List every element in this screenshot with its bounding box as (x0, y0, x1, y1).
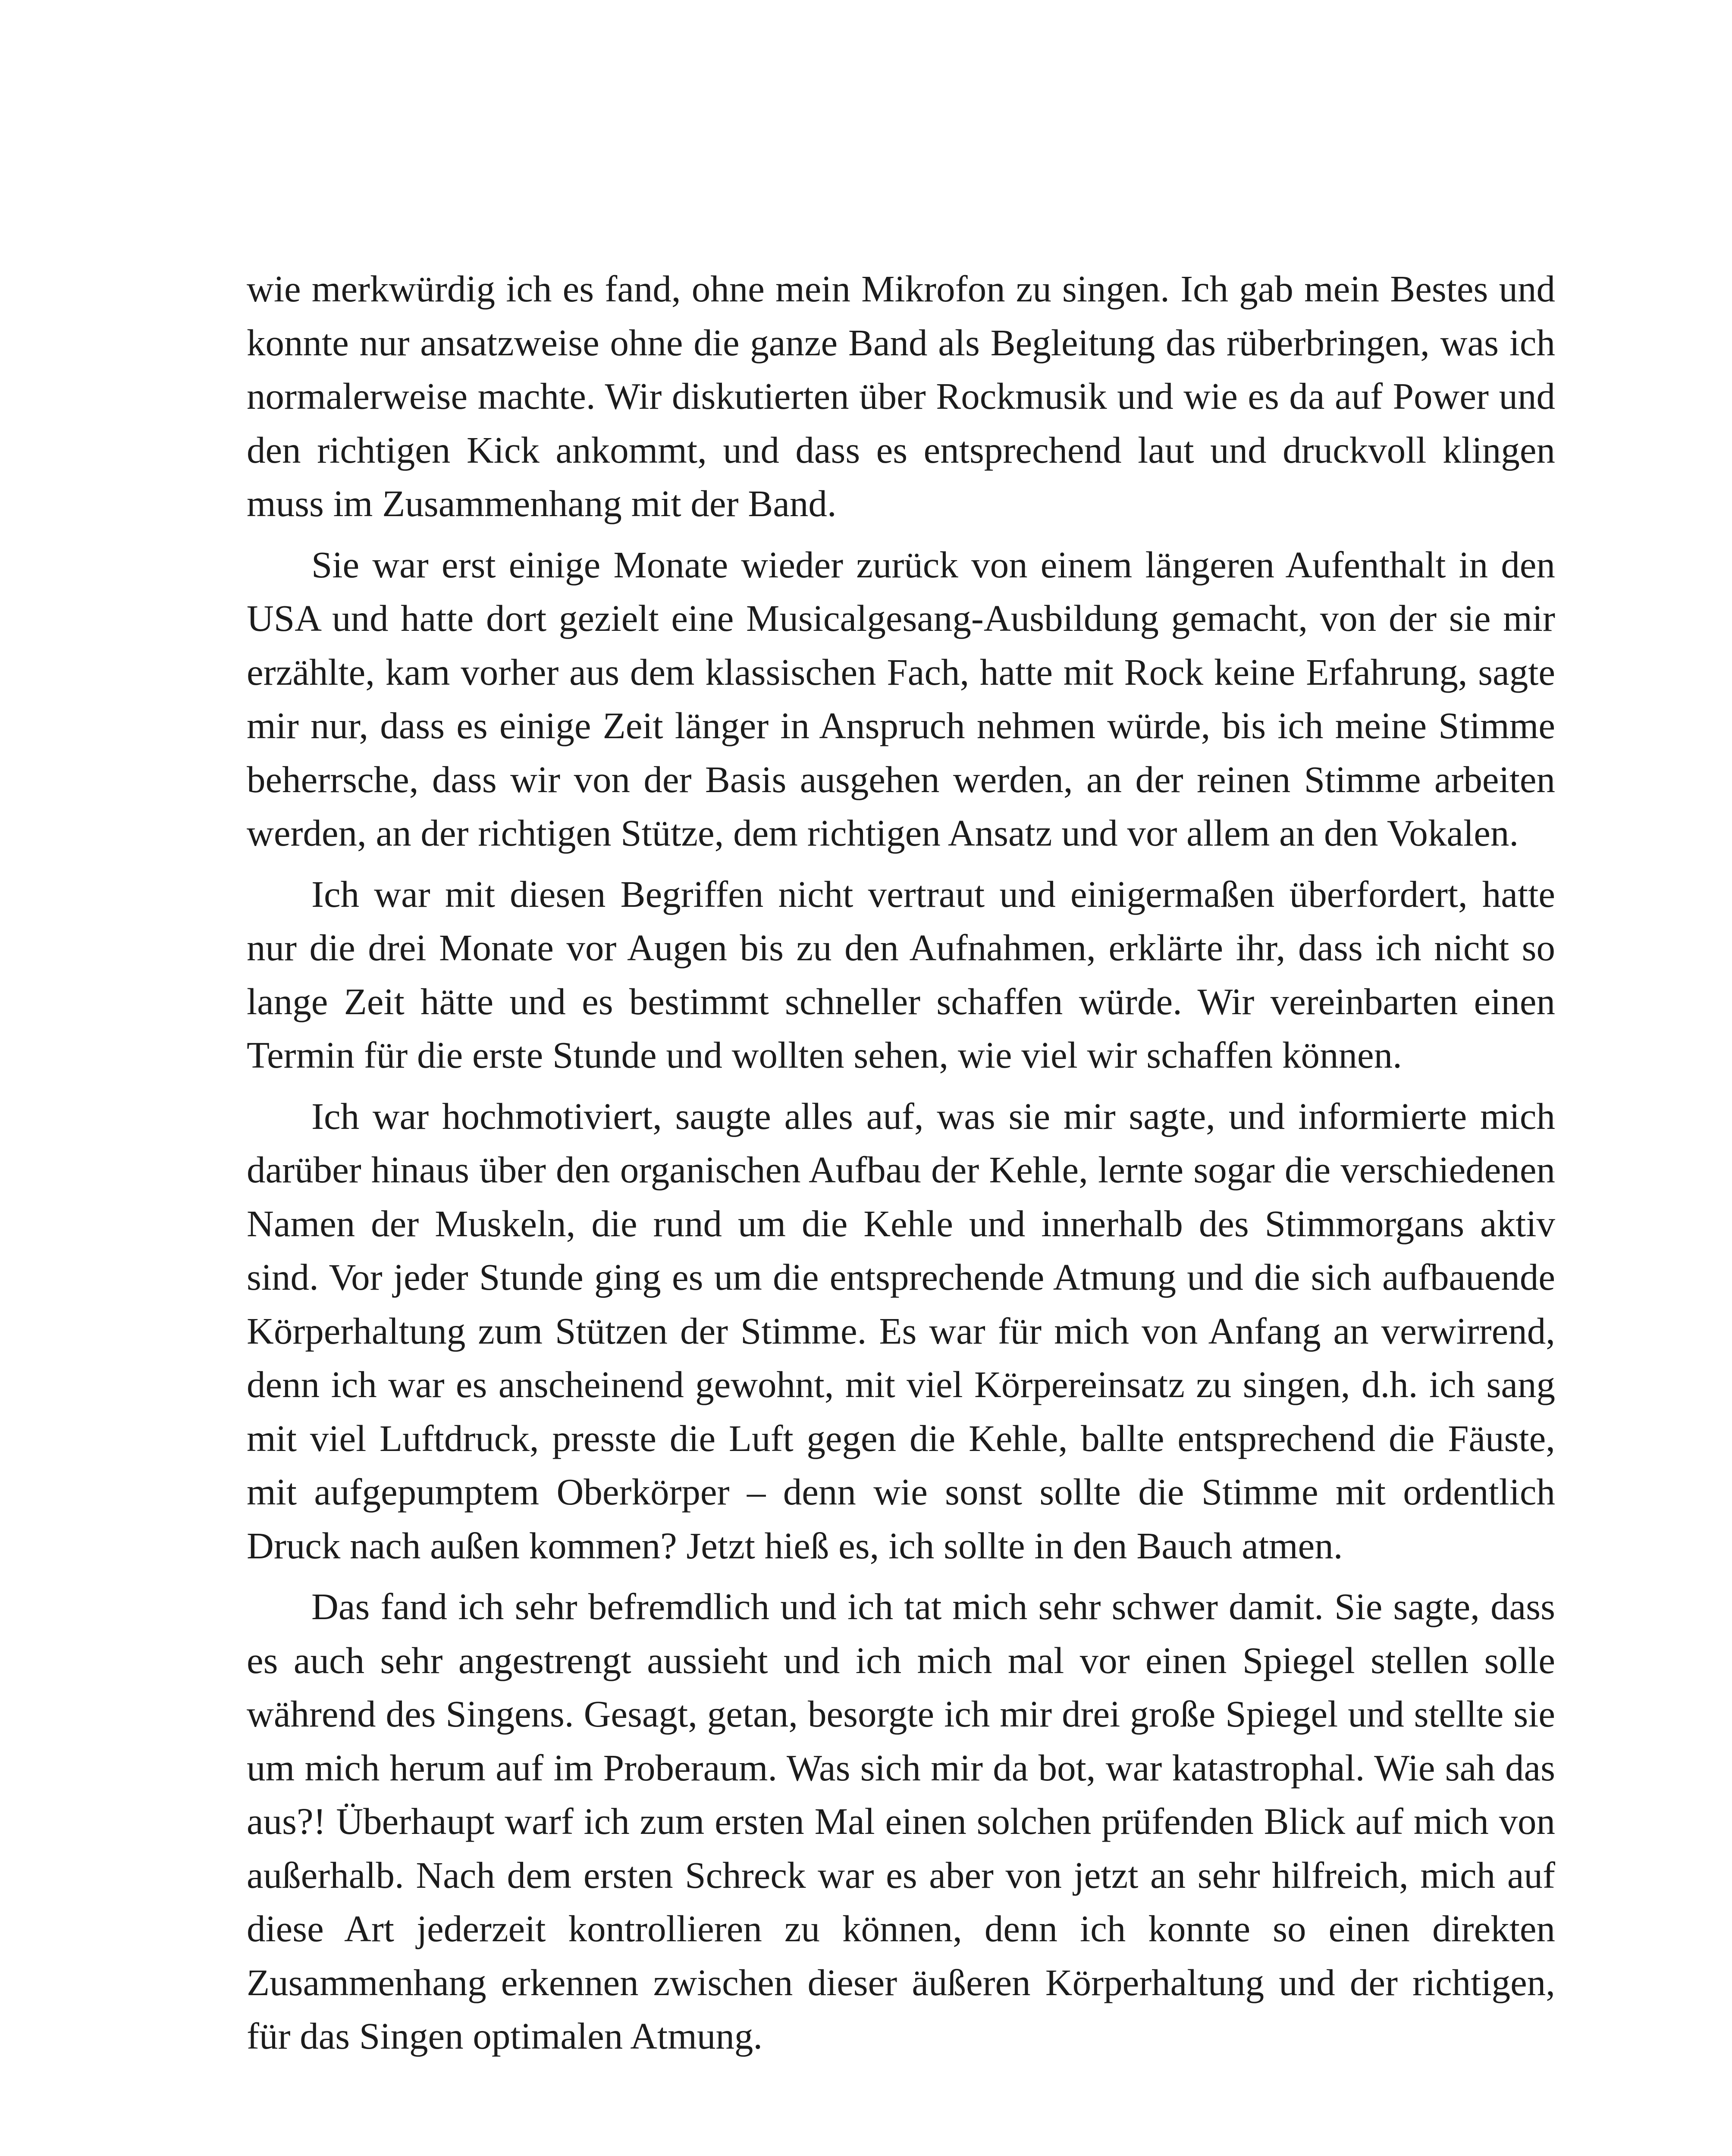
body-text (247, 262, 1555, 2071)
paragraph-5: Das fand ich sehr befremdlich und ich tat mich sehr schwer damit. Sie sagte, dass es auch sehr angestrengt aussieht und ich mich mal vor einen Spiegel stellen solle während des Singens. Gesagt, getan, besorgte ich mir drei große Spiegel und stellte sie um mich herum auf im Proberaum. Was sich mir da bot, war katastrophal. Wie sah das aus?! Überhaupt warf ich zum ersten Mal einen solchen prüfenden Blick auf mich von außerhalb. Nach dem ersten Schreck war es aber von jetzt an sehr hilfreich, mich auf diese Art jederzeit kontrollieren zu können, denn ich konnte so einen direkten Zusammenhang erkennen zwischen dieser äußeren Körperhaltung und der richtigen, für das Singen optimalen Atmung. (247, 1586, 1555, 2057)
paragraph-1: wie merkwürdig ich es fand, ohne mein Mikrofon zu singen. Ich gab mein Bestes und konnte nur ansatzweise ohne die ganze Band als Begleitung das rüberbringen, was ich normalerweise machte. Wir diskutierten über Rockmusik und wie es da auf Power und den richtigen Kick ankommt, und dass es entsprechend laut und druckvoll klingen muss im Zusammenhang mit der Band. (247, 268, 1555, 524)
paragraph-4: Ich war hochmotiviert, saugte alles auf, was sie mir sagte, und informierte mich darüber hinaus über den organischen Aufbau der Kehle, lernte sogar die verschiedenen Namen der Muskeln, die rund um die Kehle und innerhalb des Stimmorgans aktiv sind. Vor jeder Stunde ging es um die entsprechende Atmung und die sich aufbauende Körperhaltung zum Stützen der Stimme. Es war für mich von Anfang an verwirrend, denn ich war es anscheinend gewohnt, mit viel Körpereinsatz zu singen, d.h. ich sang mit viel Luftdruck, presste die Luft gegen die Kehle, ballte entsprechend die Fäuste, mit aufgepumptem Oberkörper – denn wie sonst sollte die Stimme mit ordentlich Druck nach außen kommen? Jetzt hieß es, ich sollte in den Bauch atmen. (247, 1095, 1555, 1567)
paragraph-3: Ich war mit diesen Begriffen nicht vertraut und einigermaßen überfordert, hatte nur die drei Monate vor Augen bis zu den Aufnahmen, erklärte ihr, dass ich nicht so lange Zeit hätte und es bestimmt schneller schaffen würde. Wir vereinbarten einen Termin für die erste Stunde und wollten sehen, wie viel wir schaffen können. (247, 873, 1555, 1076)
paragraph-2: Sie war erst einige Monate wieder zurück von einem längeren Aufenthalt in den USA und hatte dort gezielt eine Musicalgesang-Ausbildung gemacht, von der sie mir erzählte, kam vorher aus dem klassischen Fach, hatte mit Rock keine Erfahrung, sagte mir nur, dass es einige Zeit länger in Anspruch nehmen würde, bis ich meine Stimme beherrsche, dass wir von der Basis ausgehen werden, an der reinen Stimme arbeiten werden, an der richtigen Stütze, dem richtigen Ansatz und vor allem an den Vokalen. (247, 543, 1555, 854)
